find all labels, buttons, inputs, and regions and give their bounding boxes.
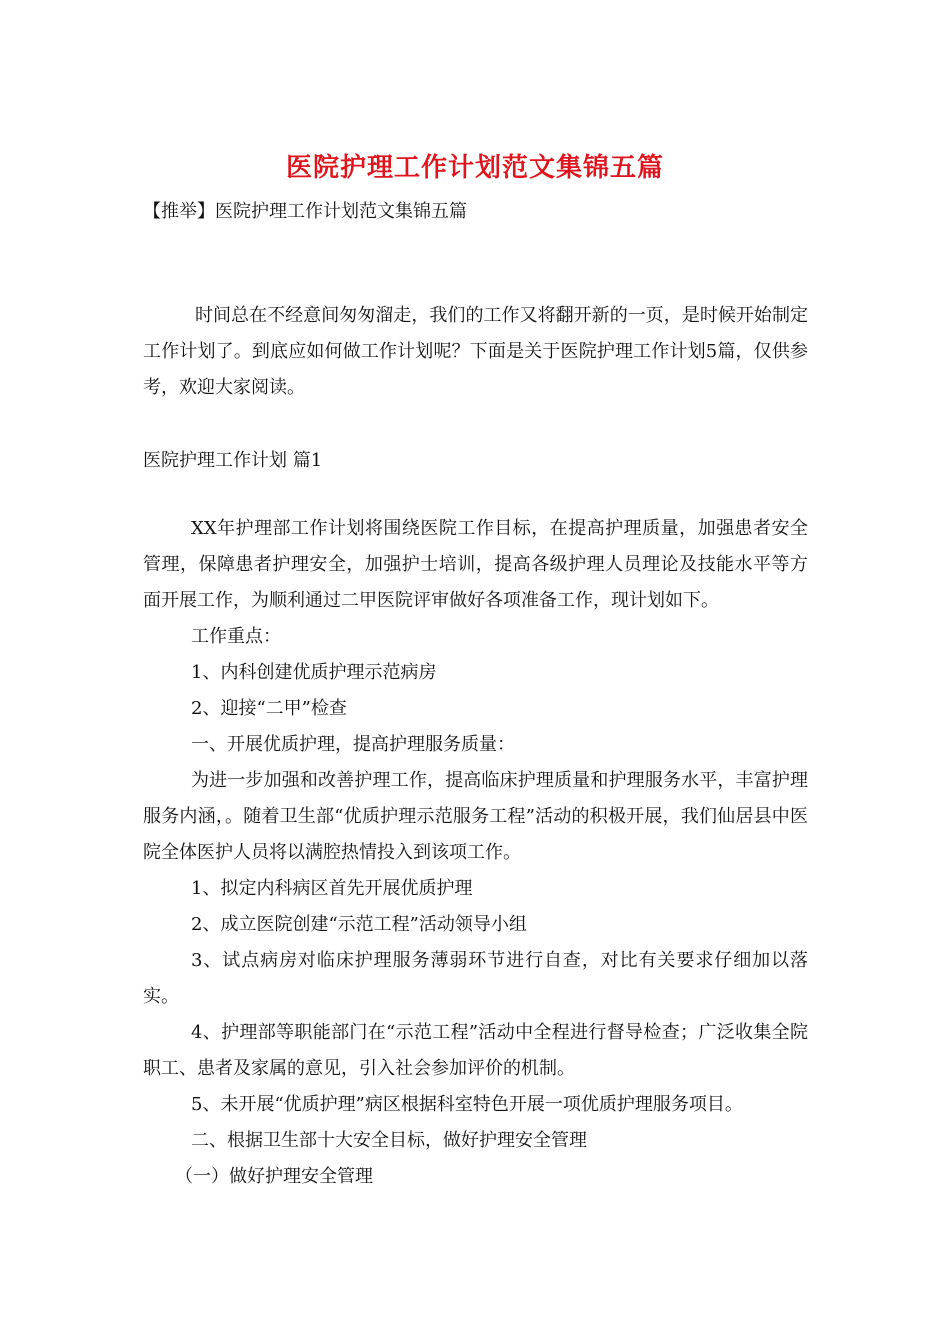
paragraph: 2、成立医院创建“示范工程”活动领导小组	[191, 914, 527, 935]
intro-paragraph: 时间总在不经意间匆匆溜走，我们的工作又将翻开新的一页，是时候开始制定工作计划了。到底应如何做工作计划呢？下面是关于医院护理工作计划5篇，仅供参考，欢迎大家阅读。	[143, 305, 808, 398]
paragraph: 1、内科创建优质护理示范病房	[191, 662, 437, 683]
section-body	[143, 511, 808, 1195]
paragraph: 1、拟定内科病区首先开展优质护理	[191, 878, 473, 899]
document-subtitle: 【推举】医院护理工作计划范文集锦五篇	[143, 201, 467, 222]
paragraph: 2、迎接“二甲”检查	[191, 698, 347, 719]
paragraph: （一）做好护理安全管理	[175, 1166, 373, 1187]
paragraph: 二、根据卫生部十大安全目标，做好护理安全管理	[191, 1130, 587, 1151]
paragraph: XX年护理部工作计划将围绕医院工作目标，在提高护理质量，加强患者安全管理，保障患者护理安全，加强护士培训，提高各级护理人员理论及技能水平等方面开展工作，为顺利通过二甲医院评审做好各项准备工作，现计划如下。	[143, 518, 808, 611]
paragraph: 工作重点：	[191, 626, 281, 647]
paragraph: 5、未开展“优质护理”病区根据科室特色开展一项优质护理服务项目。	[191, 1094, 743, 1115]
paragraph: 一、开展优质护理，提高护理服务质量：	[191, 734, 515, 755]
document-title: 医院护理工作计划范文集锦五篇	[285, 153, 664, 183]
paragraph: 为进一步加强和改善护理工作，提高临床护理质量和护理服务水平，丰富护理服务内涵，。随着卫生部“优质护理示范服务工程”活动的积极开展，我们仙居县中医院全体医护人员将以满腔热情投入到该项工作。	[143, 770, 808, 863]
paragraph: 4、护理部等职能部门在“示范工程”活动中全程进行督导检查；广泛收集全院职工、患者及家属的意见，引入社会参加评价的机制。	[143, 1022, 808, 1079]
paragraph: 3、试点病房对临床护理服务薄弱环节进行自查，对比有关要求仔细加以落实。	[143, 950, 808, 1007]
section-heading: 医院护理工作计划 篇1	[143, 450, 323, 471]
